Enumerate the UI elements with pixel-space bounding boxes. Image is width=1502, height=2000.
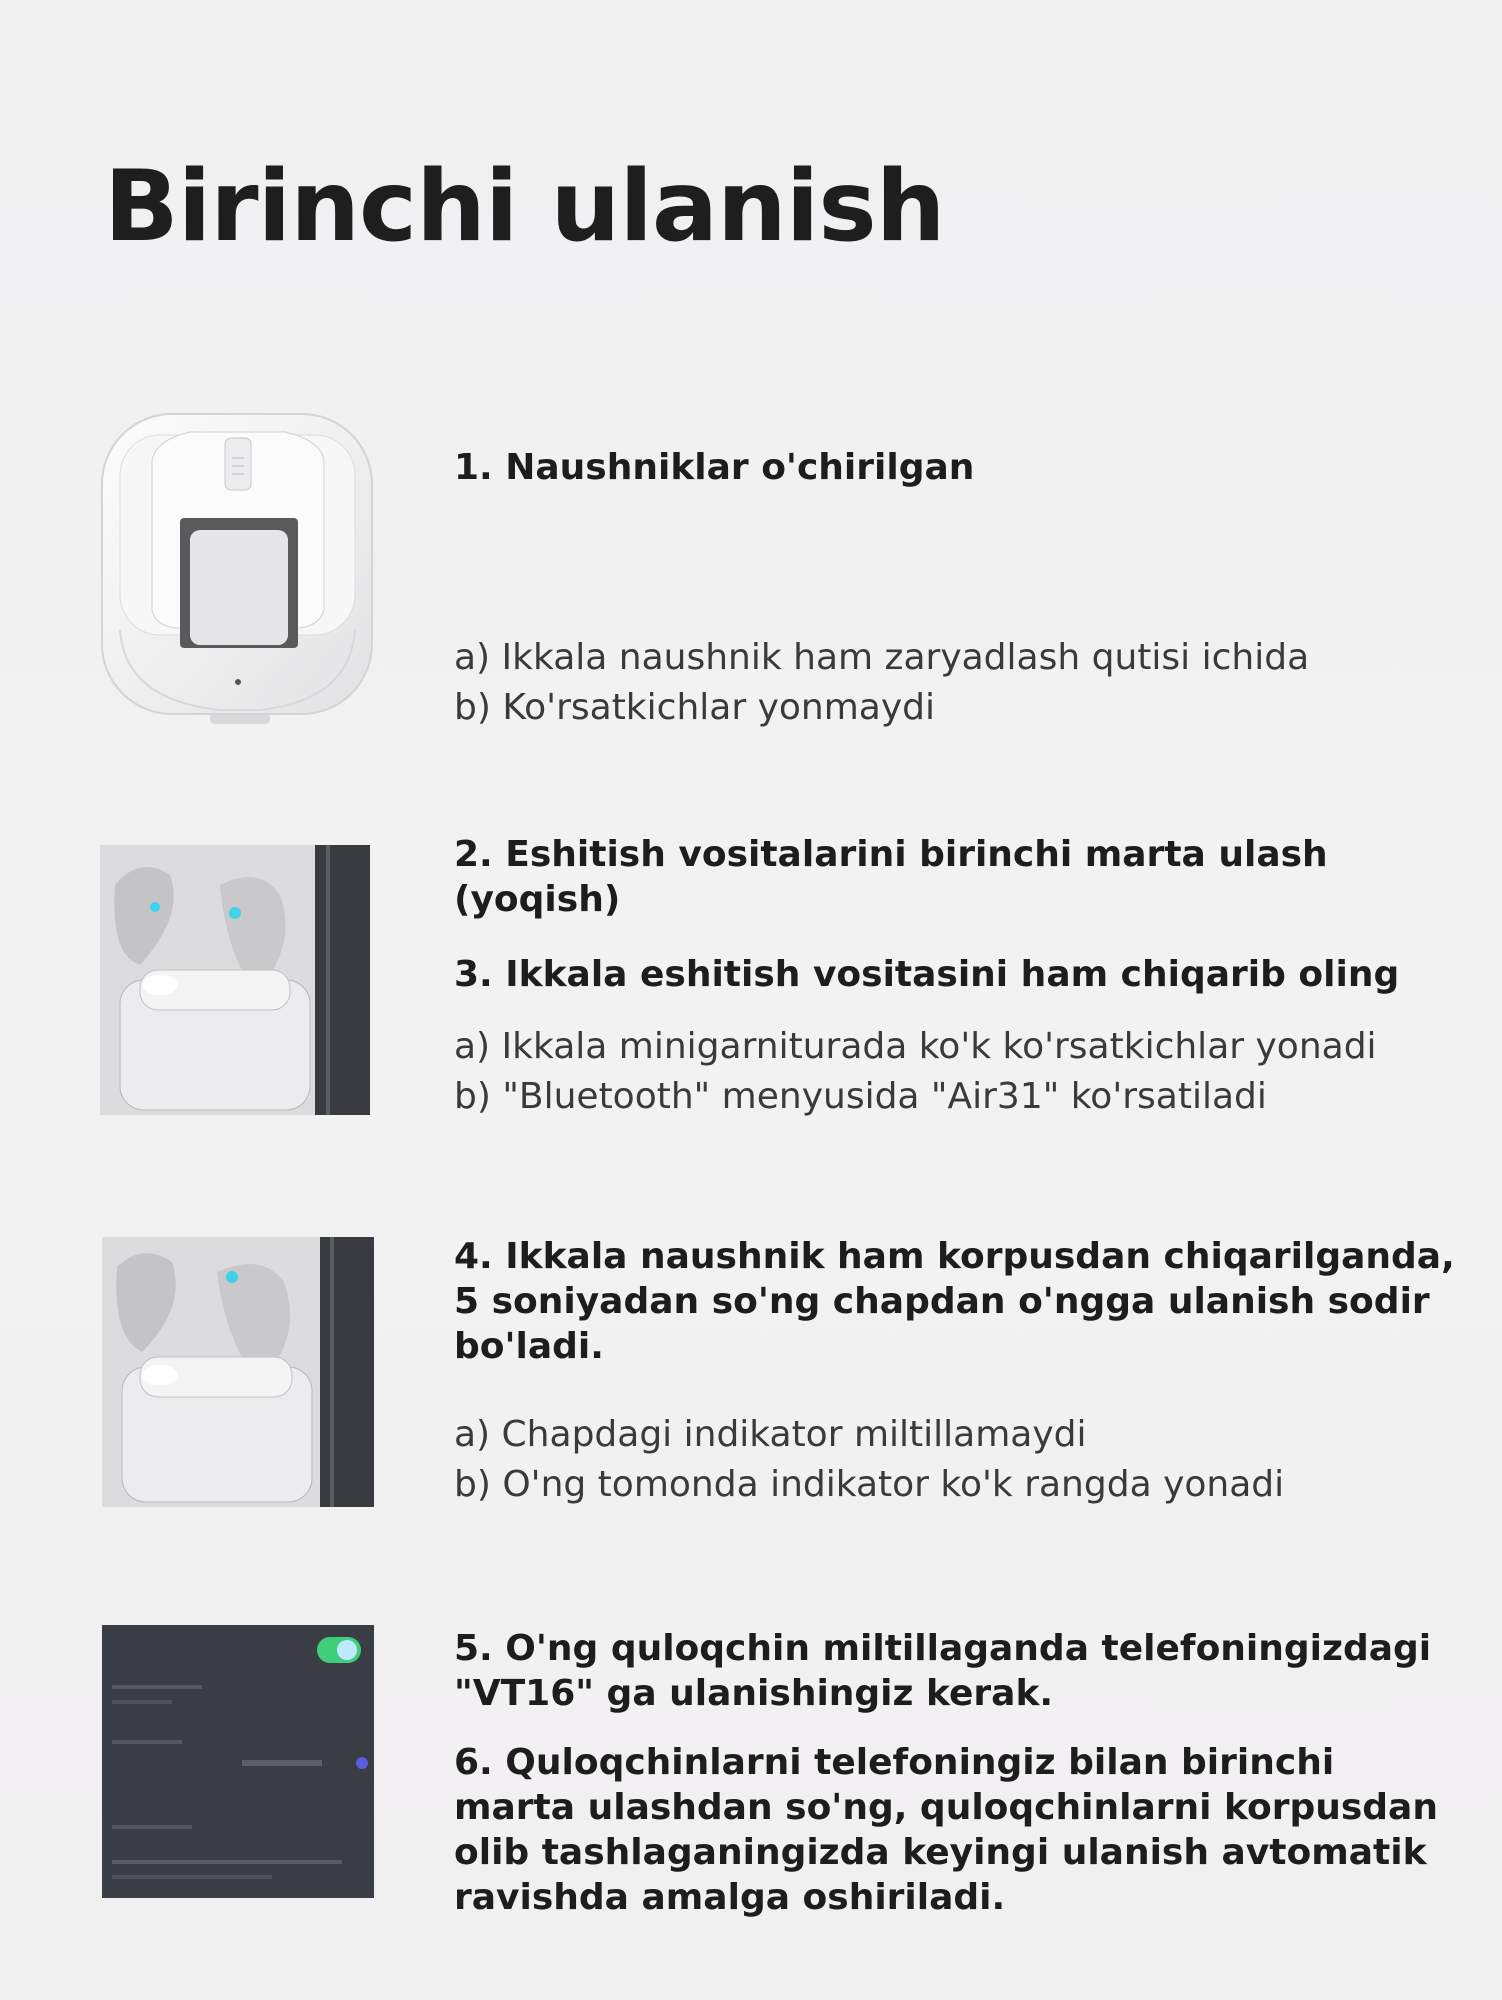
step-5-heading-line-1: 5. O'ng quloqchin miltillaganda telefoningizdagi	[454, 1628, 1432, 1669]
step-6-heading-line-1: 6. Quloqchinlarni telefoningiz bilan birinchi	[454, 1742, 1335, 1783]
step-4-item-a: a) Chapdagi indikator miltillamaydi	[454, 1414, 1087, 1455]
step-6-heading-line-4: ravishda amalga oshiriladi.	[454, 1877, 1006, 1918]
step-4-heading-line-1: 4. Ikkala naushnik ham korpusdan chiqarilganda,	[454, 1236, 1455, 1277]
step-4-heading-line-3: bo'ladi.	[454, 1326, 604, 1367]
step-1-item-b: b) Ko'rsatkichlar yonmaydi	[454, 687, 936, 728]
step-6-heading-line-2: marta ulashdan so'ng, quloqchinlarni korpusdan	[454, 1787, 1438, 1828]
earbuds-image	[100, 845, 370, 1115]
earbuds-image-2	[102, 1237, 374, 1507]
step-2-heading: 2. Eshitish vositalarini birinchi marta ulash (yoqish)	[454, 834, 1328, 920]
step-4-list	[454, 1410, 1464, 1510]
step-4-item-b: b) O'ng tomonda indikator ko'k rangda yonadi	[454, 1464, 1285, 1505]
step-3-heading: 3. Ikkala eshitish vositasini ham chiqarib oling	[454, 954, 1400, 995]
step-4	[454, 1234, 1464, 1369]
phone-bluetooth-icon	[102, 1625, 374, 1898]
step-3-list	[454, 1022, 1464, 1122]
step-3-item-b: b) "Bluetooth" menyusida "Air31" ko'rsatiladi	[454, 1076, 1267, 1117]
charging-case-icon	[100, 400, 375, 730]
step-3-item-a: a) Ikkala minigarniturada ko'k ko'rsatkichlar yonadi	[454, 1026, 1377, 1067]
step-4-heading-line-2: 5 soniyadan so'ng chapdan o'ngga ulanish sodir	[454, 1281, 1430, 1322]
step-2-3	[454, 832, 1464, 997]
step-1-item-a: a) Ikkala naushnik ham zaryadlash qutisi ichida	[454, 637, 1310, 678]
step-1-heading: 1. Naushniklar o'chirilgan	[454, 447, 975, 488]
earbuds-icon	[102, 1237, 374, 1507]
page-title: Birinchi ulanish	[104, 150, 945, 264]
step-5-heading-line-2: "VT16" ga ulanishingiz kerak.	[454, 1673, 1054, 1714]
phone-screen-image	[102, 1625, 374, 1898]
step-6-heading-line-3: olib tashlaganingizda keyingi ulanish avtomatik	[454, 1832, 1427, 1873]
step-5-6	[454, 1626, 1464, 1920]
step-1-list	[454, 633, 1464, 733]
earbuds-icon	[100, 845, 370, 1115]
charging-case-image	[100, 400, 375, 730]
step-1	[454, 445, 1464, 490]
